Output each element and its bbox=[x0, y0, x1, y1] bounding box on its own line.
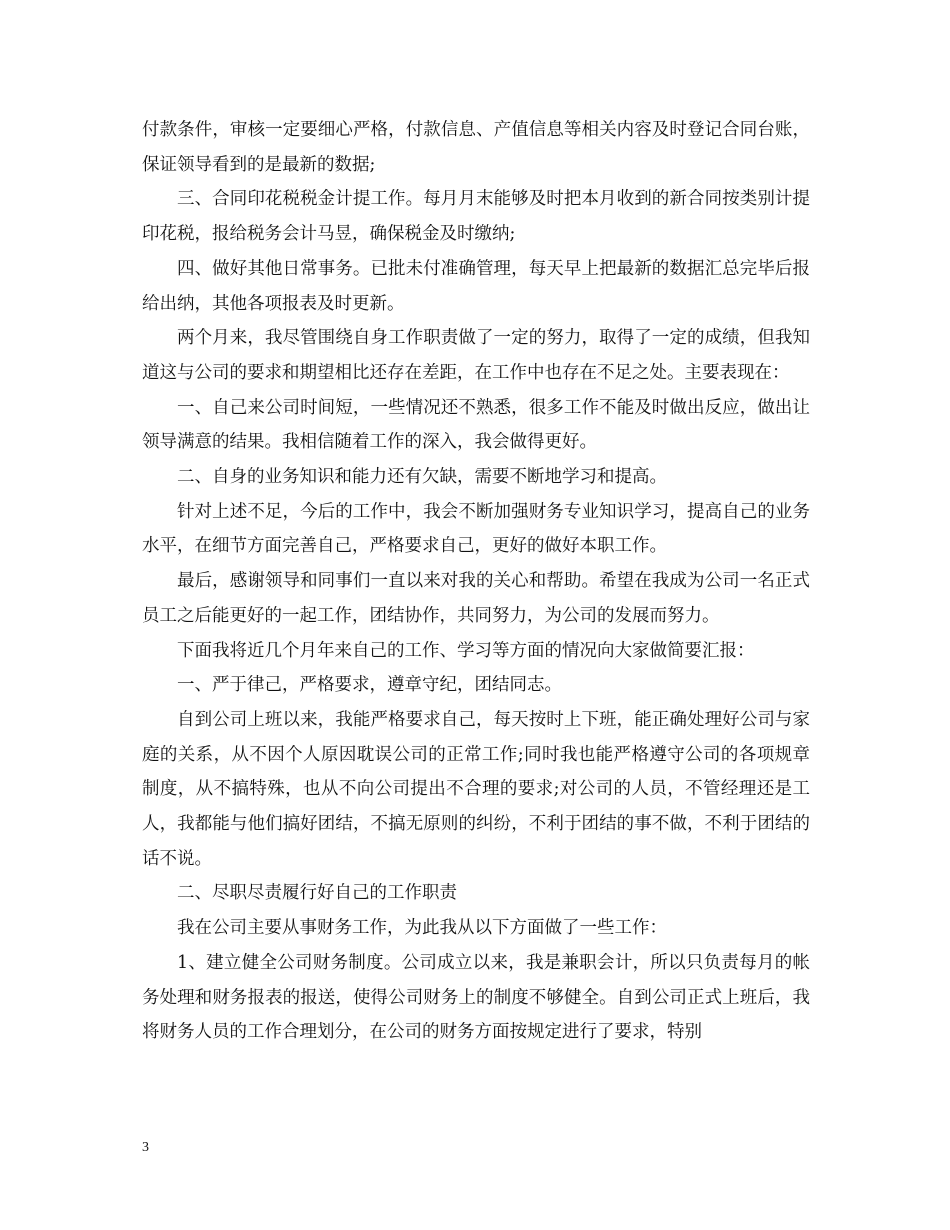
paragraph: 下面我将近几个月年来自己的工作、学习等方面的情况向大家做简要汇报： bbox=[177, 640, 755, 661]
paragraph: 两个月来，我尽管围绕自身工作职责做了一定的努力，取得了一定的成绩，但我知道这与公司的要求和期望相比还存在差距，在工作中也存在不足之处。主要表现在： bbox=[142, 328, 810, 383]
paragraph: 针对上述不足，今后的工作中，我会不断加强财务专业知识学习，提高自己的业务水平，在细节方面完善自己，严格要求自己，更好的做好本职工作。 bbox=[142, 501, 810, 557]
document-body bbox=[142, 113, 810, 1050]
paragraph: 1、建立健全公司财务制度。公司成立以来，我是兼职会计，所以只负责每月的帐务处理和财务报表的报送，使得公司财务上的制度不够健全。自到公司正式上班后，我将财务人员的工作合理划分，在公司的财务方面按规定进行了要求，特别 bbox=[142, 952, 810, 1043]
paragraph: 三、合同印花税税金计提工作。每月月末能够及时把本月收到的新合同按类别计提印花税，报给税务会计马昱，确保税金及时缴纳; bbox=[142, 189, 810, 245]
paragraph: 付款条件，审核一定要细心严格，付款信息、产值信息等相关内容及时登记合同台账，保证领导看到的是最新的数据; bbox=[142, 120, 810, 175]
paragraph: 四、做好其他日常事务。已批未付准确管理，每天早上把最新的数据汇总完毕后报给出纳，其他各项报表及时更新。 bbox=[142, 258, 810, 314]
paragraph: 二、自身的业务知识和能力还有欠缺，需要不断地学习和提高。 bbox=[177, 467, 667, 488]
paragraph: 自到公司上班以来，我能严格要求自己，每天按时上下班，能正确处理好公司与家庭的关系，从不因个人原因耽误公司的正常工作;同时我也能严格遵守公司的各项规章制度，从不搞特殊，也从不向公司提出不合理的要求;对公司的人员，不管经理还是工人，我都能与他们搞好团结，不搞无原则的纠纷，不利于团结的事不做，不利于团结的话不说。 bbox=[142, 709, 810, 869]
paragraph: 二、尽职尽责履行好自己的工作职责 bbox=[177, 883, 457, 904]
paragraph: 一、自己来公司时间短，一些情况还不熟悉，很多工作不能及时做出反应，做出让领导满意的结果。我相信随着工作的深入，我会做得更好。 bbox=[142, 397, 810, 453]
paragraph: 我在公司主要从事财务工作，为此我从以下方面做了一些工作： bbox=[177, 918, 667, 939]
paragraph: 一、严于律己，严格要求，遵章守纪，团结同志。 bbox=[177, 675, 562, 696]
page-number: 3 bbox=[142, 1140, 149, 1155]
paragraph: 最后，感谢领导和同事们一直以来对我的关心和帮助。希望在我成为公司一名正式员工之后能更好的一起工作，团结协作，共同努力，为公司的发展而努力。 bbox=[142, 571, 810, 626]
